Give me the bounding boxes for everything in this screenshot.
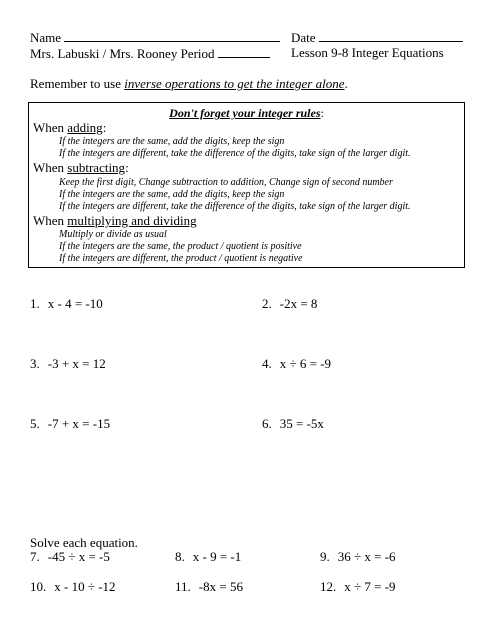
- problem-equation: x - 10 ÷ -12: [54, 579, 116, 594]
- subtracting-rule-1: Keep the first digit, Change subtraction to addition, Change sign of second number: [59, 177, 393, 188]
- problem-number: 5.: [30, 416, 40, 431]
- period-blank-line[interactable]: [218, 45, 270, 58]
- problem-number: 11.: [175, 579, 191, 594]
- adding-heading: [33, 120, 106, 136]
- problem-number: 7.: [30, 549, 40, 564]
- problem-2: [262, 296, 317, 312]
- rules-title-colon: :: [320, 106, 324, 120]
- reminder-prefix: Remember to use: [30, 76, 125, 91]
- problem-5: [30, 416, 110, 432]
- reminder-emphasis: inverse operations to get the integer alone: [124, 76, 345, 91]
- problem-number: 10.: [30, 579, 47, 594]
- problem-4: [262, 356, 331, 372]
- problem-1: [30, 296, 103, 312]
- multdiv-keyword: multiplying and dividing: [67, 213, 197, 228]
- problem-equation: -3 + x = 12: [47, 356, 106, 371]
- multdiv-lead: When: [33, 213, 68, 228]
- problem-number: 1.: [30, 296, 40, 311]
- problem-8: [175, 549, 241, 565]
- date-blank-line[interactable]: [319, 29, 463, 42]
- problem-number: 12.: [320, 579, 337, 594]
- problem-equation: -45 ÷ x = -5: [47, 549, 110, 564]
- problem-equation: x - 9 = -1: [192, 549, 242, 564]
- integer-rules-box: [28, 102, 465, 268]
- multdiv-rule-2: If the integers are the same, the product / quotient is positive: [59, 241, 302, 252]
- problem-12: [320, 579, 396, 595]
- subtracting-lead: When: [33, 160, 68, 175]
- reminder-line: [30, 76, 348, 92]
- problem-number: 9.: [320, 549, 330, 564]
- problem-number: 3.: [30, 356, 40, 371]
- name-blank-line[interactable]: [64, 29, 280, 42]
- problem-equation: -2x = 8: [279, 296, 318, 311]
- problem-6: [262, 416, 324, 432]
- teacher-period-row: [30, 45, 270, 62]
- date-field-row: [291, 29, 463, 46]
- date-label: Date: [291, 30, 316, 45]
- adding-lead: When: [33, 120, 68, 135]
- adding-rule-1: If the integers are the same, add the digits, keep the sign: [59, 136, 285, 147]
- problem-10: [30, 579, 116, 595]
- problem-equation: 36 ÷ x = -6: [337, 549, 396, 564]
- problem-number: 8.: [175, 549, 185, 564]
- problem-equation: x ÷ 7 = -9: [344, 579, 396, 594]
- reminder-suffix: .: [344, 76, 348, 91]
- multiplying-dividing-heading: [33, 213, 197, 229]
- subtracting-rule-3: If the integers are different, take the difference of the digits, take sign of the larger digit.: [59, 201, 411, 212]
- problem-equation: 35 = -5x: [279, 416, 324, 431]
- problem-9: [320, 549, 396, 565]
- subtracting-colon: :: [125, 160, 129, 175]
- problem-3: [30, 356, 106, 372]
- problem-equation: -8x = 56: [198, 579, 243, 594]
- problem-number: 4.: [262, 356, 272, 371]
- problem-number: 6.: [262, 416, 272, 431]
- name-label: Name: [30, 30, 62, 45]
- multdiv-rule-1: Multiply or divide as usual: [59, 229, 167, 240]
- adding-rule-2: If the integers are different, take the difference of the digits, take sign of the larger digit.: [59, 148, 411, 159]
- problem-equation: x - 4 = -10: [47, 296, 103, 311]
- lesson-title: Lesson 9-8 Integer Equations: [291, 45, 444, 60]
- subtracting-rule-2: If the integers are the same, add the digits, keep the sign: [59, 189, 285, 200]
- subtracting-keyword: subtracting: [67, 160, 126, 175]
- solve-instruction: Solve each equation.: [30, 535, 138, 550]
- teacher-period-label: Mrs. Labuski / Mrs. Rooney Period: [30, 46, 215, 61]
- subtracting-heading: [33, 160, 129, 176]
- problem-equation: x ÷ 6 = -9: [279, 356, 332, 371]
- problem-11: [175, 579, 243, 595]
- problem-equation: -7 + x = -15: [47, 416, 111, 431]
- adding-keyword: adding: [67, 120, 103, 135]
- rules-title-row: [29, 106, 464, 121]
- name-field-row: [30, 29, 280, 46]
- problem-number: 2.: [262, 296, 272, 311]
- adding-colon: :: [102, 120, 107, 135]
- problem-7: [30, 549, 110, 565]
- rules-title: Don't forget your integer rules: [169, 106, 321, 120]
- multdiv-rule-3: If the integers are different, the product / quotient is negative: [59, 253, 303, 264]
